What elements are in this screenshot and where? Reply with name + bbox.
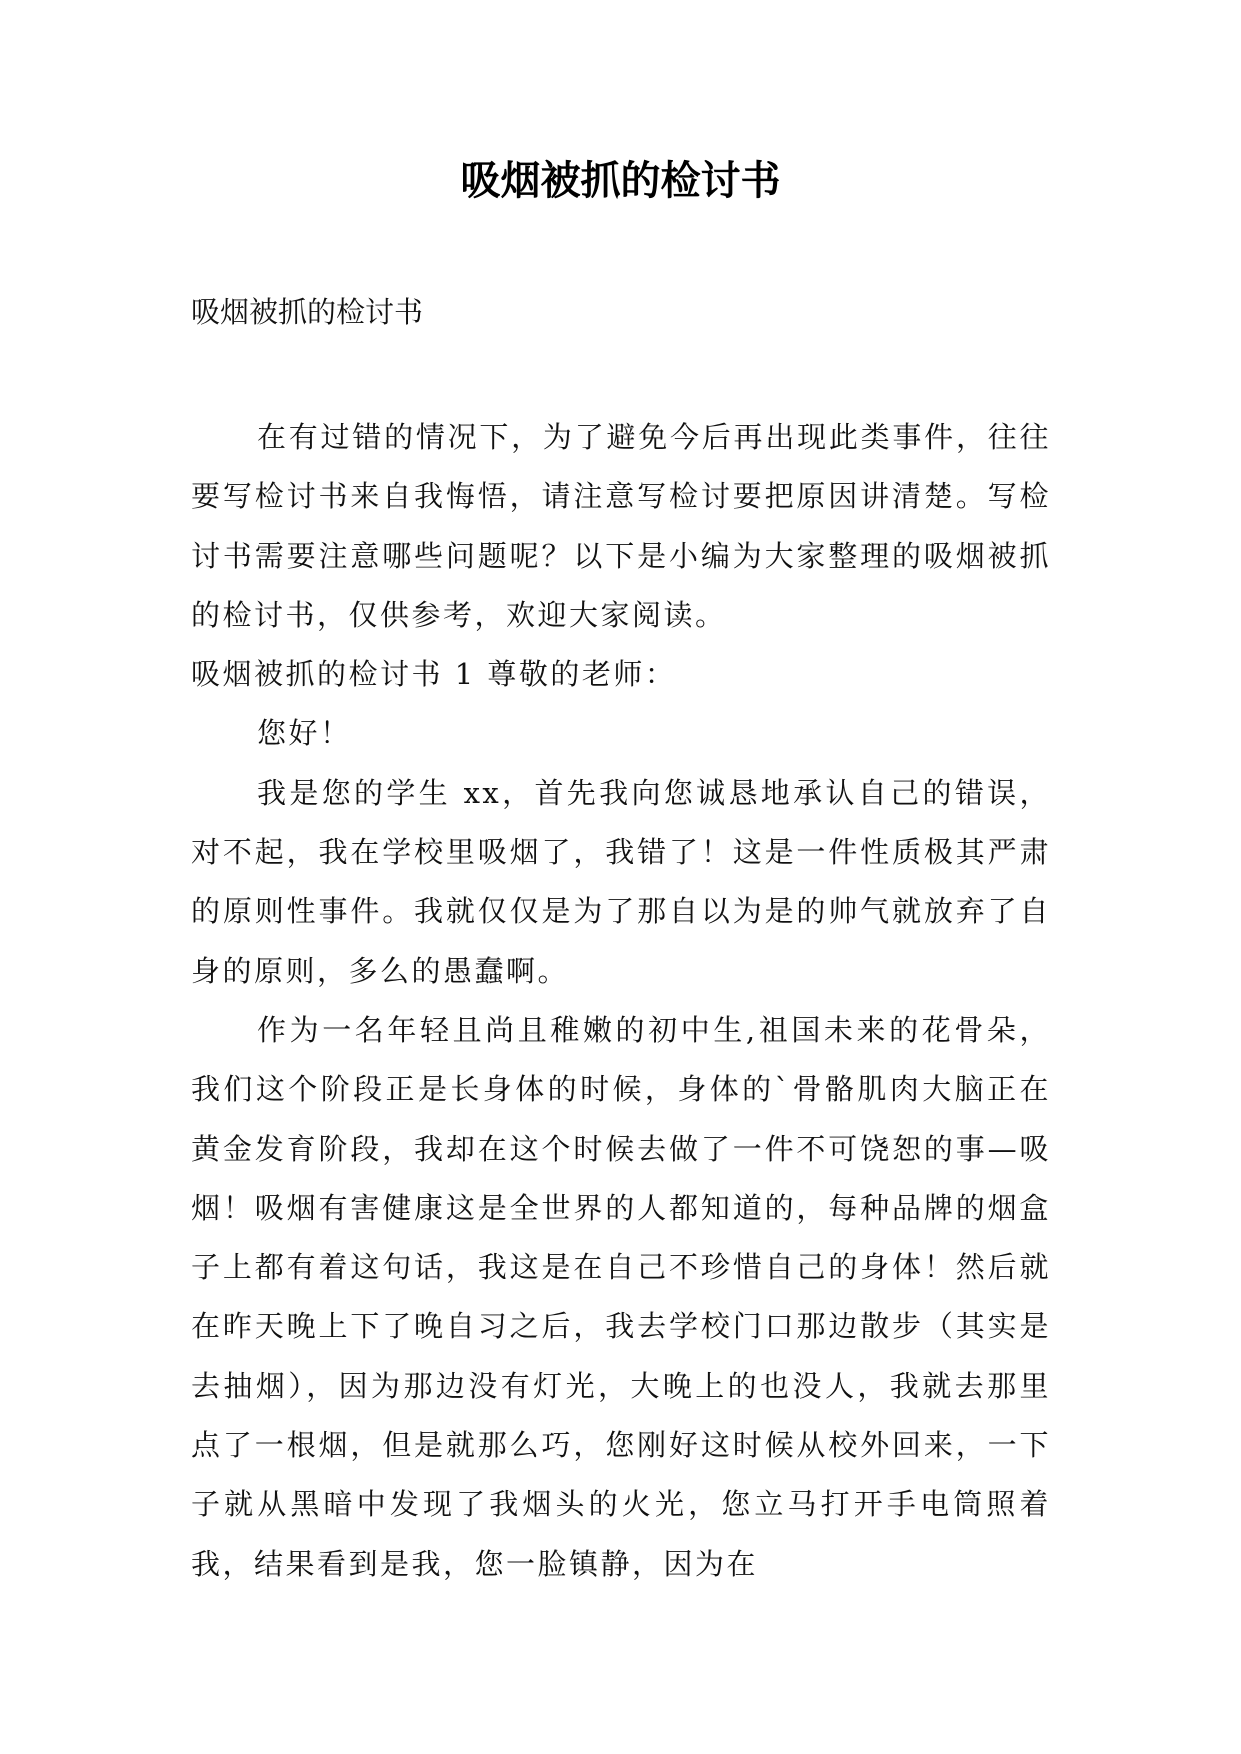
document-body <box>191 408 1051 1594</box>
intro-paragraph: 在有过错的情况下，为了避免今后再出现此类事件，往往要写检讨书来自我悔悟，请注意写检讨要把原因讲清楚。写检讨书需要注意哪些问题呢？以下是小编为大家整理的吸烟被抓的检讨书，仅供参考，欢迎大家阅读。 <box>191 420 1051 632</box>
greeting: 您好！ <box>257 716 352 751</box>
body-paragraph: 作为一名年轻且尚且稚嫩的初中生,祖国未来的花骨朵，我们这个阶段正是长身体的时候，身体的`骨骼肌肉大脑正在黄金发育阶段，我却在这个时候去做了一件不可饶恕的事—吸烟！吸烟有害健康这是全世界的人都知道的，每种品牌的烟盒子上都有着这句话，我这是在自己不珍惜自己的身体！然后就在昨天晚上下了晚自习之后，我去学校门口那边散步（其实是去抽烟），因为那边没有灯光，大晚上的也没人，我就去那里点了一根烟，但是就那么巧，您刚好这时候从校外回来，一下子就从黑暗中发现了我烟头的火光，您立马打开手电筒照着我，结果看到是我，您一脸镇静，因为在 <box>191 1012 1051 1581</box>
letter-heading: 吸烟被抓的检讨书 1 尊敬的老师： <box>191 657 677 692</box>
document-title: 吸烟被抓的检讨书 <box>460 157 781 204</box>
document-subtitle: 吸烟被抓的检讨书 <box>191 295 424 329</box>
body-paragraph: 我是您的学生 xx，首先我向您诚恳地承认自己的错误，对不起，我在学校里吸烟了，我错了！这是一件性质极其严肃的原则性事件。我就仅仅是为了那自以为是的帅气就放弃了自身的原则，多么的愚蠢啊。 <box>191 775 1051 988</box>
